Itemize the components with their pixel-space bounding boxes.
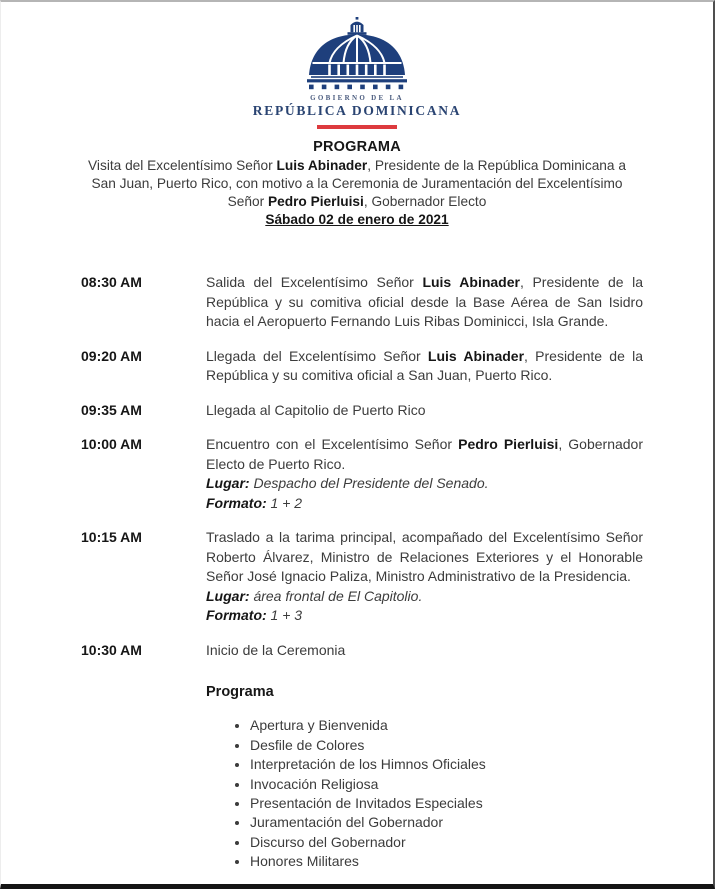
text-segment: Llegada del Excelentísimo Señor — [206, 347, 428, 364]
entry-time: 09:35 AM — [81, 401, 142, 418]
text-segment: , Presidente de la República y su comitiva oficial a San Juan, Puerto Rico. — [206, 347, 643, 384]
text-segment: Salida del Excelentísimo Señor — [206, 274, 423, 291]
person-name: Luis Abinader — [422, 274, 520, 291]
text-segment: Llegada al Capitolio de Puerto Rico — [206, 401, 426, 418]
formato-value: 1 + 2 — [266, 494, 303, 511]
formato-label: Formato: — [206, 494, 267, 511]
schedule-entry — [81, 401, 643, 421]
intro-text: Visita del Excelentísimo Señor — [88, 158, 277, 173]
program-heading: Programa — [206, 684, 274, 701]
entry-lugar — [206, 587, 643, 607]
schedule-entry — [81, 435, 643, 513]
program-item: • Invocación Religiosa — [250, 775, 713, 794]
intro-text: , Gobernador Electo — [363, 193, 487, 209]
formato-label: Formato: — [206, 607, 267, 624]
program-item: • Interpretación de los Himnos Oficiales — [250, 755, 713, 774]
president-name: Luis Abinader — [276, 158, 368, 173]
entry-time: 10:30 AM — [81, 641, 142, 658]
entry-description — [206, 347, 643, 386]
lugar-label: Lugar: — [206, 587, 250, 604]
event-date: Sábado 02 de enero de 2021 — [265, 212, 449, 228]
entry-time: 10:15 AM — [81, 529, 142, 546]
national-palace-dome-icon — [301, 17, 413, 91]
entry-time: 08:30 AM — [81, 274, 142, 291]
text-segment: Traslado a la tarima principal, acompañado del Excelentísimo Señor Roberto Álvarez, Ministro de Relaciones Exteriores y el Honorable Señor José Ignacio Paliza, Ministro Administrativo de la Presidencia. — [206, 529, 643, 585]
program-item: • Juramentación del Gobernador — [250, 813, 713, 832]
program-list — [206, 716, 713, 871]
entry-time: 10:00 AM — [81, 436, 142, 453]
entry-description — [206, 401, 643, 421]
text-segment: Inicio de la Ceremonia — [206, 641, 346, 658]
entry-formato — [206, 494, 643, 514]
government-logo — [1, 2, 713, 129]
person-name: Luis Abinader — [427, 347, 525, 364]
lugar-label: Lugar: — [206, 475, 250, 492]
entry-description — [206, 435, 643, 513]
entry-formato — [206, 606, 643, 626]
program-item: • Honores Militares — [250, 852, 713, 871]
lugar-value: Despacho del Presidente del Senado. — [249, 475, 489, 492]
schedule-entry — [81, 273, 643, 332]
entry-description — [206, 273, 643, 332]
text-segment: , Presidente de la República y su comitiva oficial desde la Base Aérea de San Isidro hacia el Aeropuerto Fernando Luis Ribas Dominicci, Isla Grande. — [206, 274, 644, 330]
program-item: • Discurso del Gobernador — [250, 833, 713, 852]
formato-value: 1 + 3 — [266, 607, 303, 624]
lugar-value: área frontal de El Capitolio. — [249, 587, 423, 604]
schedule — [1, 273, 713, 660]
program-item: • Presentación de Invitados Especiales — [250, 794, 713, 813]
text-segment: Encuentro con el Excelentísimo Señor — [206, 436, 459, 453]
entry-description — [206, 528, 643, 626]
program-section — [1, 684, 713, 871]
logo-red-bar — [317, 125, 397, 129]
schedule-entry — [81, 528, 643, 626]
text-segment: , Gobernador Electo de Puerto Rico. — [206, 436, 643, 472]
schedule-entry — [81, 641, 643, 661]
person-name: Pedro Pierluisi — [458, 436, 559, 453]
entry-description — [206, 641, 643, 661]
page-title: PROGRAMA — [313, 139, 401, 155]
schedule-entry — [81, 347, 643, 386]
program-item: • Apertura y Bienvenida — [250, 716, 713, 735]
entry-lugar — [206, 474, 643, 494]
program-item: • Desfile de Colores — [250, 736, 713, 755]
logo-government-line: GOBIERNO DE LA — [310, 94, 404, 102]
intro-text: , Presidente de la República Dominicana a San Juan, Puerto Rico, con motivo a la Ceremonia de Juramentación del Excelentísimo Señor — [91, 158, 626, 209]
governor-name: Pedro Pierluisi — [267, 193, 364, 209]
logo-country-name: REPÚBLICA DOMINICANA — [252, 103, 462, 118]
entry-time: 09:20 AM — [81, 347, 142, 364]
intro-paragraph — [77, 157, 637, 210]
